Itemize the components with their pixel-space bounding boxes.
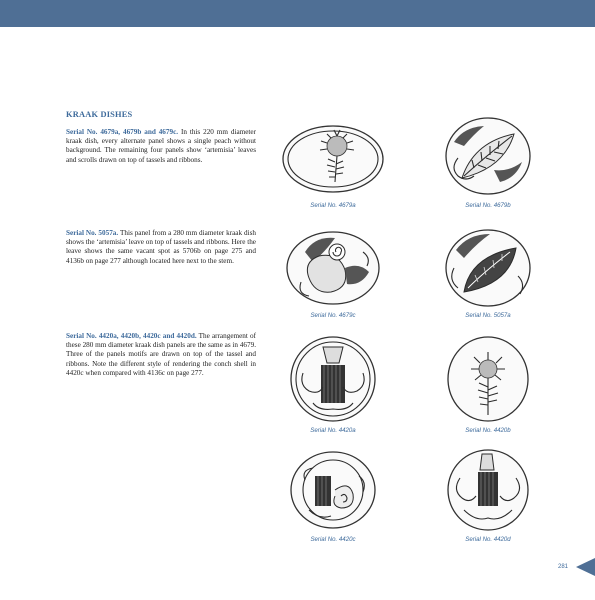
page-number: 281 bbox=[558, 564, 569, 570]
paragraph-text: This panel from a 280 mm diameter kraak dish shows the ‘artemisia’ leave on top of tassels and ribbons. Here the leave shows the same vacant spot as 5706b on page 275 and 4136b on page 277 although located here next to the stem. bbox=[66, 229, 256, 265]
plate-5057a bbox=[433, 222, 543, 319]
paragraph-5057 bbox=[66, 229, 256, 266]
dish-peach-drawing bbox=[434, 333, 542, 425]
plate-caption: Serial No. 5057a bbox=[465, 312, 511, 319]
plate-4679a bbox=[278, 118, 388, 209]
serial-heading: Serial No. 4679a, 4679b and 4679c. bbox=[66, 128, 179, 136]
plate-4679c bbox=[278, 222, 388, 319]
dish-tassel-drawing bbox=[434, 446, 542, 534]
dish-leaf-drawing bbox=[434, 222, 542, 310]
plate-4420b bbox=[433, 333, 543, 434]
dish-conch-drawing bbox=[279, 446, 387, 534]
plate-4420c bbox=[278, 446, 388, 543]
plate-caption: Serial No. 4420d bbox=[465, 536, 511, 543]
dish-peach-drawing bbox=[279, 118, 387, 200]
dish-tassel-drawing bbox=[279, 333, 387, 425]
plate-caption: Serial No. 4679b bbox=[465, 202, 511, 209]
plate-caption: Serial No. 4420b bbox=[465, 427, 511, 434]
next-page-arrow-icon[interactable] bbox=[576, 558, 595, 576]
serial-heading: Serial No. 5057a. bbox=[66, 229, 119, 237]
text-column bbox=[66, 110, 257, 377]
plate-4420a bbox=[278, 333, 388, 434]
paragraph-text: In this 220 mm diameter kraak dish, every alternate panel shows a single peach without background. The remaining four panels show ‘artemisia’ leaves and scrolls drawn on top of tassels and ribbons. bbox=[66, 128, 256, 164]
section-title: KRAAK DISHES bbox=[66, 110, 133, 119]
plate-caption: Serial No. 4420c bbox=[310, 536, 356, 543]
paragraph-4679 bbox=[66, 128, 256, 165]
dish-scroll-drawing bbox=[279, 222, 387, 310]
dish-leaf-drawing bbox=[434, 112, 542, 200]
header-bar bbox=[0, 0, 595, 27]
paragraph-4420 bbox=[66, 332, 256, 378]
plate-caption: Serial No. 4420a bbox=[310, 427, 356, 434]
paragraph-text: The arrangement of these 280 mm diameter kraak dish panels are the same as in 4679. Three of the panels motifs are drawn on top of the tassel and ribbons. Note the different style of rendering the conch shell in 4420c when compared with 4136c on page 277. bbox=[66, 332, 257, 377]
plate-4679b bbox=[433, 112, 543, 209]
plate-4420d bbox=[433, 446, 543, 543]
serial-heading: Serial No. 4420a, 4420b, 4420c and 4420d. bbox=[66, 332, 197, 340]
plate-caption: Serial No. 4679c bbox=[310, 312, 356, 319]
plate-caption: Serial No. 4679a bbox=[310, 202, 356, 209]
